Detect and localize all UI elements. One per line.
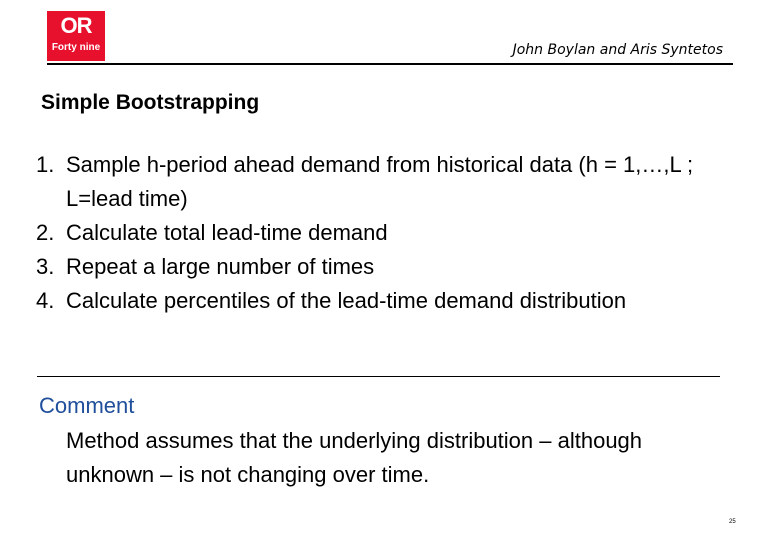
- section-divider: [37, 376, 720, 377]
- slide-title: Simple Bootstrapping: [41, 91, 260, 114]
- header-rule: [47, 63, 733, 65]
- step-item: [36, 148, 726, 216]
- logo-main-text: OR: [60, 13, 92, 38]
- comment-body: Method assumes that the underlying distribution – although unknown – is not changing over time.: [66, 428, 643, 487]
- step-text: Repeat a large number of times: [66, 254, 375, 279]
- step-item: [36, 250, 726, 284]
- step-number: 4.: [36, 288, 55, 313]
- comment-heading: Comment: [39, 393, 135, 418]
- logo-sub-text: Forty nine: [51, 42, 101, 53]
- page-number: 25: [729, 519, 736, 525]
- step-item: [36, 284, 726, 318]
- or-forty-nine-logo: [47, 11, 105, 61]
- step-text: Calculate percentiles of the lead-time demand distribution: [66, 288, 627, 313]
- step-number: 2.: [36, 220, 55, 245]
- step-item: [36, 216, 726, 250]
- steps-list: [36, 148, 726, 318]
- header-authors: John Boylan and Aris Syntetos: [512, 42, 723, 58]
- step-text: Calculate total lead-time demand: [66, 220, 388, 245]
- step-number: 1.: [36, 152, 55, 177]
- step-number: 3.: [36, 254, 55, 279]
- step-text: Sample h-period ahead demand from historical data (h = 1,…,L ; L=lead time): [66, 152, 694, 211]
